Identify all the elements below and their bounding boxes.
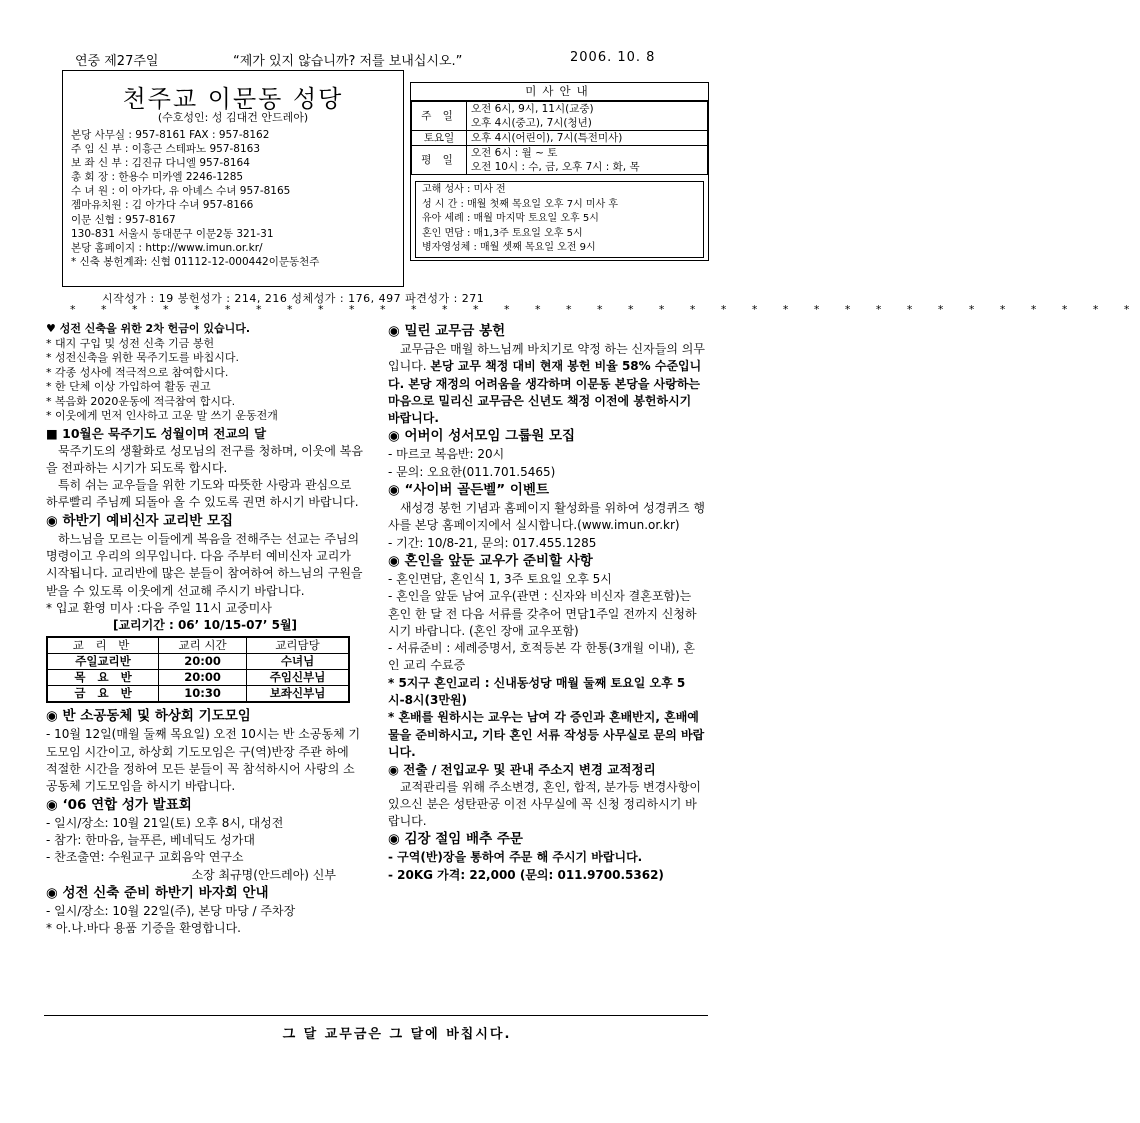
- donation-item: * 각종 성사에 적극적으로 참여합시다.: [46, 365, 229, 379]
- table-cell: 금 요 반: [47, 686, 159, 703]
- kimchi-heading: ◉ 김장 절임 배추 주문: [388, 831, 523, 848]
- mass-schedule-header: 미사안내: [411, 83, 708, 101]
- catechumen-note: * 입교 환영 미사 :다음 주일 11시 교중미사: [46, 600, 272, 615]
- mass-day: 주 일: [412, 102, 467, 131]
- sacrament-line: 혼인 면담 : 매1,3주 토요일 오후 5시: [422, 227, 583, 239]
- sacrament-line: 병자영성체 : 매월 셋째 목요일 오전 9시: [422, 242, 596, 253]
- column-header: 교리 시간: [159, 637, 247, 654]
- mass-time-line: 오전 6시 : 월 ~ 토: [471, 147, 558, 159]
- table-cell: 보좌신부님: [247, 686, 349, 703]
- contact-line: 이문 신협 : 957-8167: [71, 213, 176, 226]
- table-cell: 주임신부님: [247, 670, 349, 686]
- catechism-table: [46, 636, 350, 703]
- choir-heading: ◉ ‘06 연합 성가 발표회: [46, 796, 192, 813]
- cyber-item: - 기간: 10/8-21, 문의: 017.455.1285: [388, 535, 597, 550]
- footer-slogan: 그 달 교무금은 그 달에 바칩시다.: [282, 1027, 512, 1042]
- mass-row: [412, 131, 708, 146]
- mass-day: 토요일: [412, 131, 467, 146]
- rosary-paragraph: 묵주기도의 생활화로 성모님의 전구를 청하며, 이웃에 복음을 전파하는 시기가 되도록 합시다.: [46, 443, 363, 475]
- contact-line: 수 녀 원 : 이 아가다, 유 아녜스 수녀 957-8165: [71, 185, 291, 198]
- catechumen-heading: ◉ 하반기 예비신자 교리반 모집: [46, 512, 234, 529]
- transfer-heading: ◉ 전출 / 전입교우 및 관내 주소지 변경 교적정리: [388, 762, 656, 778]
- donation-item: * 이웃에게 먼저 인사하고 고운 말 쓰기 운동전개: [46, 409, 278, 422]
- mass-time-line: 오전 10시 : 수, 금, 오후 7시 : 화, 목: [471, 161, 640, 173]
- choir-item: - 찬조출연: 수원교구 교회음악 연구소: [46, 850, 244, 865]
- table-cell: 10:30: [159, 686, 247, 703]
- wedding-item: - 혼인을 앞둔 남여 교우(관면 : 신자와 비신자 결혼포함)는 혼인 한 달 전 다음 서류를 갖추어 면담1주일 전까지 신청하시기 바랍니다. (혼인 장애 교우포함): [388, 589, 697, 638]
- wedding-item: - 혼인면담, 혼인식 1, 3주 토요일 오후 5시: [388, 571, 612, 586]
- mass-time-line: 오후 4시(어린이), 7시(특전미사): [471, 132, 623, 144]
- mass-time-line: 오후 4시(중고), 7시(청년): [471, 117, 592, 129]
- mass-schedule-box: [410, 82, 709, 261]
- dues-heading: ◉ 밀린 교무금 봉헌: [388, 323, 506, 339]
- column-header: 교리담당: [247, 637, 349, 654]
- bazaar-item: * 아.나.바다 용품 기증을 환영합니다.: [46, 921, 241, 936]
- cyber-paragraph: 새성경 봉헌 기념과 홈페이지 활성화를 위하여 성경퀴즈 행사를 본당 홈페이지에서 실시합니다.(www.imun.or.kr): [388, 501, 705, 533]
- footer-divider: [44, 1015, 708, 1016]
- donation-item: * 대지 구입 및 성전 신축 기금 봉헌: [46, 336, 215, 350]
- bazaar-item: - 일시/장소: 10월 22일(주), 본당 마당 / 주차장: [46, 903, 296, 918]
- mass-row: [412, 146, 708, 175]
- catechumen-paragraph: 하느님을 모르는 이들에게 복음을 전해주는 선교는 주님의 명령이고 우리의 의무입니다. 다음 주부터 예비신자 교리가 시작됩니다. 교리반에 많은 분들이 참여하여 하느님의 구원을 받을 수 있도록 이웃에게 선교해 주시기 바랍니다.: [46, 531, 363, 598]
- contact-line: 주 임 신 부 : 이흥근 스테파노 957-8163: [71, 143, 261, 156]
- mass-schedule-table: [411, 101, 708, 175]
- mass-times: [467, 131, 708, 146]
- parish-info-box: [62, 70, 404, 287]
- mass-times: [467, 146, 708, 175]
- kimchi-item: - 20KG 가격: 22,000 (문의: 011.9700.5362): [388, 867, 664, 882]
- sacrament-line: 유아 세례 : 매월 마지막 토요일 오후 5시: [422, 213, 599, 224]
- wedding-bold-note: * 5지구 혼인교리 : 신내동성당 매월 둘째 토요일 오후 5시-8시(3만원): [388, 675, 686, 708]
- contact-line: 보 좌 신 부 : 김진규 다니엘 957-8164: [71, 157, 250, 170]
- bible-item: - 문의: 오요한(011.701.5465): [388, 464, 556, 479]
- wedding-item: - 서류준비 : 세례증명서, 호적등본 각 한통(3개월 이내), 혼인 교리 수료증: [388, 641, 695, 673]
- parish-title: 천주교 이문동 성당: [122, 85, 344, 113]
- sacrament-info: [415, 181, 704, 258]
- choir-item: - 일시/장소: 10월 21일(토) 오후 8시, 대성전: [46, 815, 284, 830]
- cyber-heading: ◉ “사이버 골든벨” 이벤트: [388, 482, 549, 499]
- table-cell: 20:00: [159, 670, 247, 686]
- mass-row: [412, 102, 708, 131]
- rosary-heading: ■ 10월은 묵주기도 성월이며 전교의 달: [46, 425, 267, 441]
- contact-line: 130-831 서울시 동대문구 이문2동 321-31: [71, 227, 274, 240]
- donation-item: * 복음화 2020운동에 적극참여 합시다.: [46, 394, 236, 408]
- contact-line: 총 회 장 : 한용수 미카엘 2246-1285: [71, 171, 244, 184]
- donation-item: * 성전신축을 위한 묵주기도를 바칩시다.: [46, 351, 239, 364]
- dues-paragraph: [388, 341, 706, 427]
- contact-line: 본당 사무실 : 957-8161 FAX : 957-8162: [71, 129, 270, 141]
- transfer-paragraph: 교적관리를 위해 주소변경, 혼인, 합적, 분가등 변경사항이 있으신 분은 성탄판공 이전 사무실에 꼭 신청 정리하시기 바랍니다.: [388, 779, 701, 829]
- star-divider: * * * * * * * * * * * * * * * * * * * * * * * * * * * * * * * * * * *: [70, 303, 1140, 316]
- hymn-numbers: 시작성가 : 19 봉헌성가 : 214, 216 성체성가 : 176, 497 파견성가 : 271: [102, 292, 485, 305]
- bible-item: - 마르코 복음반: 20시: [388, 447, 505, 462]
- table-row: [47, 686, 349, 703]
- sacrament-line: 성 시 간 : 매월 첫째 목요일 오후 7시 미사 후: [422, 198, 619, 210]
- contact-line: 젬마유치원 : 김 아가다 수녀 957-8166: [71, 199, 254, 212]
- contact-line: * 신축 봉헌계좌: 신협 01112-12-000442이문동천주: [71, 255, 320, 268]
- contact-line: 본당 홈페이지 : http://www.imun.or.kr/: [71, 241, 263, 254]
- dues-text: 교무금은 매월 하느님께 바치기로 약정 하는 신자들의 의무입니다.: [388, 342, 705, 374]
- small-community-paragraph: - 10월 12일(매월 둘째 목요일) 오전 10시는 반 소공동체 기도모임 시간이고, 하상회 기도모임은 구(역)반장 주관 하에 적절한 시간을 정하여 모든 분들이 꼭 참석하시어 사랑의 소공동체 기도모임을 하시기 바랍니다.: [46, 727, 361, 794]
- catechism-header-row: [47, 637, 349, 654]
- kimchi-item: - 구역(반)장을 통하여 주문 해 주시기 바랍니다.: [388, 850, 643, 865]
- table-cell: 수녀님: [247, 654, 349, 670]
- right-column: [388, 322, 706, 884]
- wedding-heading: ◉ 혼인을 앞둔 교우가 준비할 사항: [388, 552, 593, 569]
- table-row: [47, 654, 349, 670]
- bazaar-heading: ◉ 성전 신축 준비 하반기 바자회 안내: [46, 884, 269, 901]
- choir-item: - 참가: 한마음, 늘푸른, 베네딕도 성가대: [46, 832, 255, 847]
- patron-saint: (수호성인: 성 김대건 안드레아): [157, 111, 309, 124]
- table-row: [47, 670, 349, 686]
- mass-time-line: 오전 6시, 9시, 11시(교중): [471, 103, 594, 115]
- office-contacts: [71, 128, 319, 269]
- dues-bold-text: 본당 교무 책정 대비 현재 봉헌 비율 58% 수준입니다. 본당 재정의 어려움을 생각하며 이문동 본당을 사랑하는 마음으로 밀리신 교무금은 신년도 책정 이전에 봉헌하시기 바랍니다.: [388, 359, 702, 426]
- issue-label: 연중 제27주일: [75, 54, 159, 69]
- bible-heading: ◉ 어버이 성서모임 그룹원 모집: [388, 428, 576, 445]
- small-community-heading: ◉ 반 소공동체 및 하상회 기도모임: [46, 708, 251, 725]
- table-cell: 주일교리반: [47, 654, 159, 670]
- mass-times: [467, 102, 708, 131]
- donation-item: * 한 단체 이상 가입하여 활동 권고: [46, 380, 211, 393]
- donation-heading: ♥ 성전 신축을 위한 2차 헌금이 있습니다.: [46, 322, 251, 335]
- left-column: [46, 322, 364, 937]
- catechumen-period: [교리기간 : 06’ 10/15-07’ 5월]: [112, 618, 298, 633]
- sacrament-line: 고해 성사 : 미사 전: [422, 184, 506, 195]
- issue-date: 2006. 10. 8: [570, 50, 656, 65]
- table-cell: 목 요 반: [47, 670, 159, 686]
- column-header: 교 리 반: [47, 637, 159, 654]
- choir-director: 소장 최규명(안드레아) 신부: [191, 867, 336, 882]
- mass-day: 평 일: [412, 146, 467, 175]
- theme-quote: “제가 있지 않습니까? 저를 보내십시오.”: [233, 54, 463, 69]
- table-cell: 20:00: [159, 654, 247, 670]
- wedding-bold-note: * 혼배를 원하시는 교우는 남여 각 증인과 혼배반지, 혼배예물을 준비하시고, 기타 혼인 서류 작성등 사무실로 문의 바랍니다.: [388, 710, 705, 759]
- rosary-paragraph: 특히 쉬는 교우들을 위한 기도와 따뜻한 사랑과 관심으로 하루빨리 주님께 되돌아 올 수 있도록 권면 하시기 바랍니다.: [46, 478, 359, 510]
